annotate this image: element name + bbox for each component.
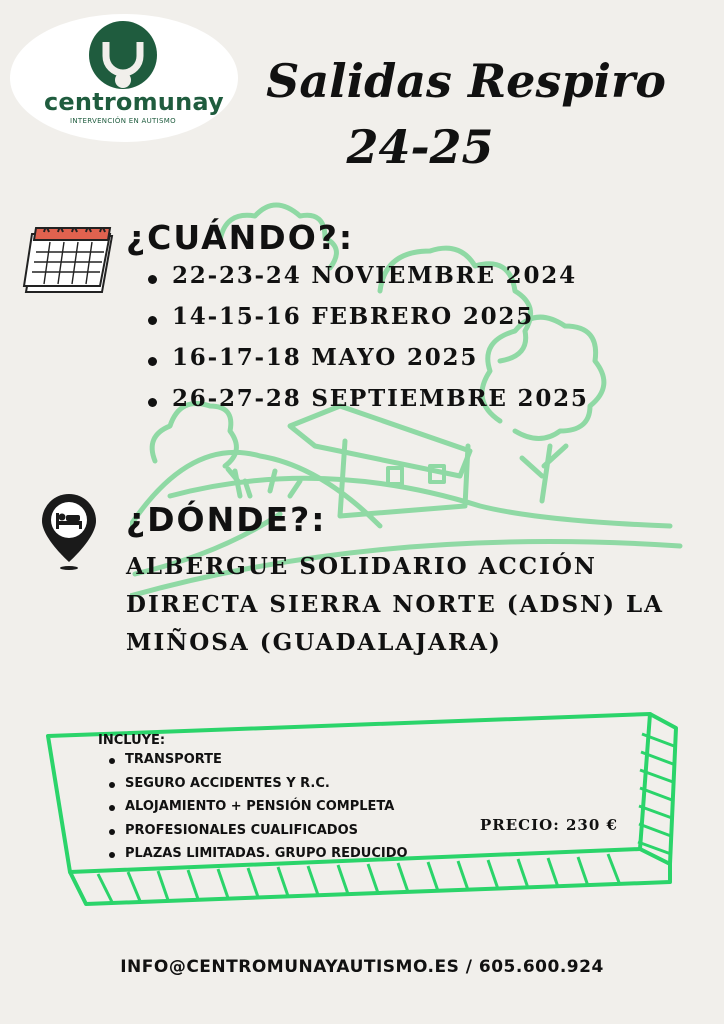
logo-tagline: INTERVENCIÓN EN AUTISMO [70, 117, 176, 125]
includes-item: SEGURO ACCIDENTES Y R.C. [108, 776, 408, 800]
date-item: 14-15-16 FEBRERO 2025 [146, 303, 589, 344]
includes-list [108, 752, 408, 870]
page-subtitle-season: 24-25 [346, 120, 494, 174]
includes-item: TRANSPORTE [108, 752, 408, 776]
dates-list [146, 262, 589, 426]
includes-item: PROFESIONALES CUALIFICADOS [108, 823, 408, 847]
venue-line: DIRECTA SIERRA NORTE (ADSN) LA [126, 591, 664, 618]
venue-address [126, 548, 686, 662]
venue-line: ALBERGUE SOLIDARIO ACCIÓN [126, 553, 597, 580]
includes-title: INCLUYE: [98, 733, 166, 748]
date-item: 26-27-28 SEPTIEMBRE 2025 [146, 385, 589, 426]
venue-line: MIÑOSA (GUADALAJARA) [126, 629, 502, 656]
page-title: Salidas Respiro [266, 54, 666, 108]
price-label: PRECIO: 230 € [480, 816, 618, 834]
where-heading: ¿DÓNDE?: [126, 500, 327, 539]
map-pin-bed-icon [38, 490, 100, 572]
date-item: 16-17-18 MAYO 2025 [146, 344, 589, 385]
logo-name: centromunay [44, 88, 224, 116]
includes-item: PLAZAS LIMITADAS. GRUPO REDUCIDO [108, 846, 408, 870]
calendar-icon [22, 224, 116, 296]
includes-item: ALOJAMIENTO + PENSIÓN COMPLETA [108, 799, 408, 823]
contact-info: INFO@CENTROMUNAYAUTISMO.ES / 605.600.924 [120, 957, 604, 977]
date-item: 22-23-24 NOVIEMBRE 2024 [146, 262, 589, 303]
centromunay-logo-icon [86, 18, 160, 92]
when-heading: ¿CUÁNDO?: [126, 218, 355, 257]
